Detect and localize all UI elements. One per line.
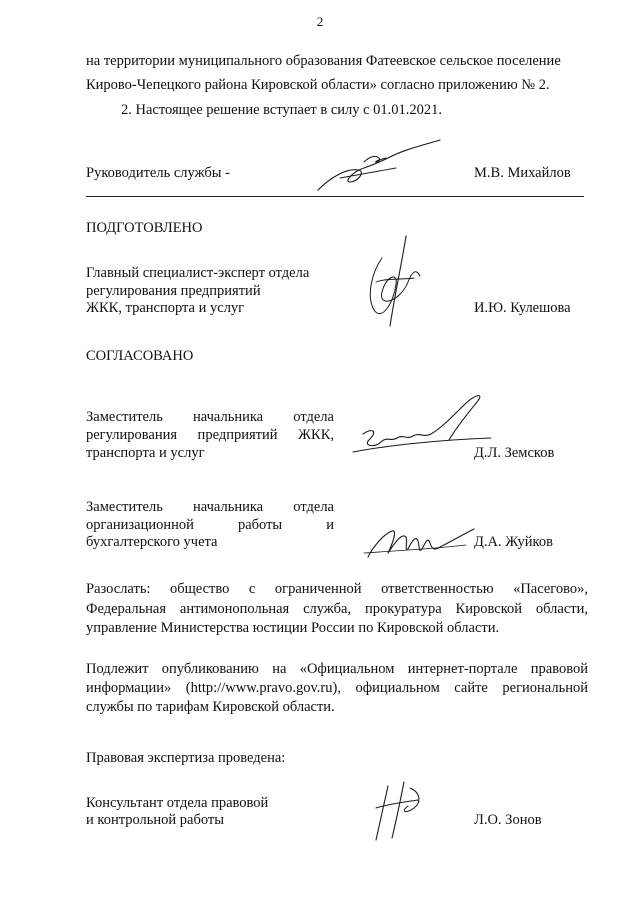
prepared-role-line-2: регулирования предприятий bbox=[86, 283, 261, 299]
signer1-signature bbox=[345, 390, 495, 470]
page-number: 2 bbox=[316, 14, 324, 29]
signer2-name: Д.А. Жуйков bbox=[474, 534, 553, 550]
intro-line-1: на территории муниципального образования Фатеевское сельское поселение bbox=[86, 53, 561, 69]
head-signature bbox=[300, 138, 450, 198]
legal-text: Правовая экспертиза проведена: bbox=[86, 750, 286, 766]
separator-line bbox=[86, 196, 584, 197]
prepared-role-line-1: Главный специалист-эксперт отдела bbox=[86, 265, 310, 281]
distribute-line-3: управление Министерства юстиции России по Кировской области. bbox=[86, 620, 500, 636]
prepared-signature bbox=[356, 232, 426, 332]
prepared-name: И.Ю. Кулешова bbox=[474, 300, 571, 316]
signer2-role-line-1: Заместитель начальника отдела bbox=[86, 499, 334, 515]
signer1-role-line-2: регулирования предприятий ЖКК, bbox=[86, 427, 334, 443]
signer1-name: Д.Л. Земсков bbox=[474, 445, 555, 461]
legal-role-line-1: Консультант отдела правовой bbox=[86, 795, 269, 811]
prepared-heading: ПОДГОТОВЛЕНО bbox=[86, 220, 203, 236]
head-role-text: Руководитель службы bbox=[86, 165, 222, 181]
distribute-line-2: Федеральная антимонопольная служба, прокуратура Кировской области, bbox=[86, 601, 588, 617]
publish-line-1: Подлежит опубликованию на «Официальном интернет-портале правовой bbox=[86, 661, 588, 677]
legal-role-line-2: и контрольной работы bbox=[86, 812, 224, 828]
signer2-signature bbox=[362, 515, 482, 565]
agreed-heading: СОГЛАСОВАНО bbox=[86, 348, 194, 364]
head-role bbox=[86, 164, 230, 182]
prepared-role-line-3: ЖКК, транспорта и услуг bbox=[86, 300, 245, 316]
distribute-line-1: Разослать: общество с ограниченной ответственностью «Пасегово», bbox=[86, 581, 588, 597]
publish-line-3: службы по тарифам Кировской области. bbox=[86, 699, 335, 715]
signer1-role-line-3: транспорта и услуг bbox=[86, 445, 205, 461]
legal-name: Л.О. Зонов bbox=[474, 812, 542, 828]
legal-signature bbox=[370, 778, 430, 844]
head-name: М.В. Михайлов bbox=[474, 165, 571, 181]
signer1-role-line-1: Заместитель начальника отдела bbox=[86, 409, 334, 425]
head-mark: - bbox=[225, 165, 230, 181]
intro-line-2: Кирово-Чепецкого района Кировской области» согласно приложению № 2. bbox=[86, 77, 550, 93]
publish-line-2: информации» (http://www.pravo.gov.ru), официальном сайте региональной bbox=[86, 680, 588, 696]
signer2-role-line-3: бухгалтерского учета bbox=[86, 534, 218, 550]
signer2-role-line-2: организационной работы и bbox=[86, 517, 334, 533]
intro-point-2: 2. Настоящее решение вступает в силу с 01.01.2021. bbox=[121, 102, 443, 118]
